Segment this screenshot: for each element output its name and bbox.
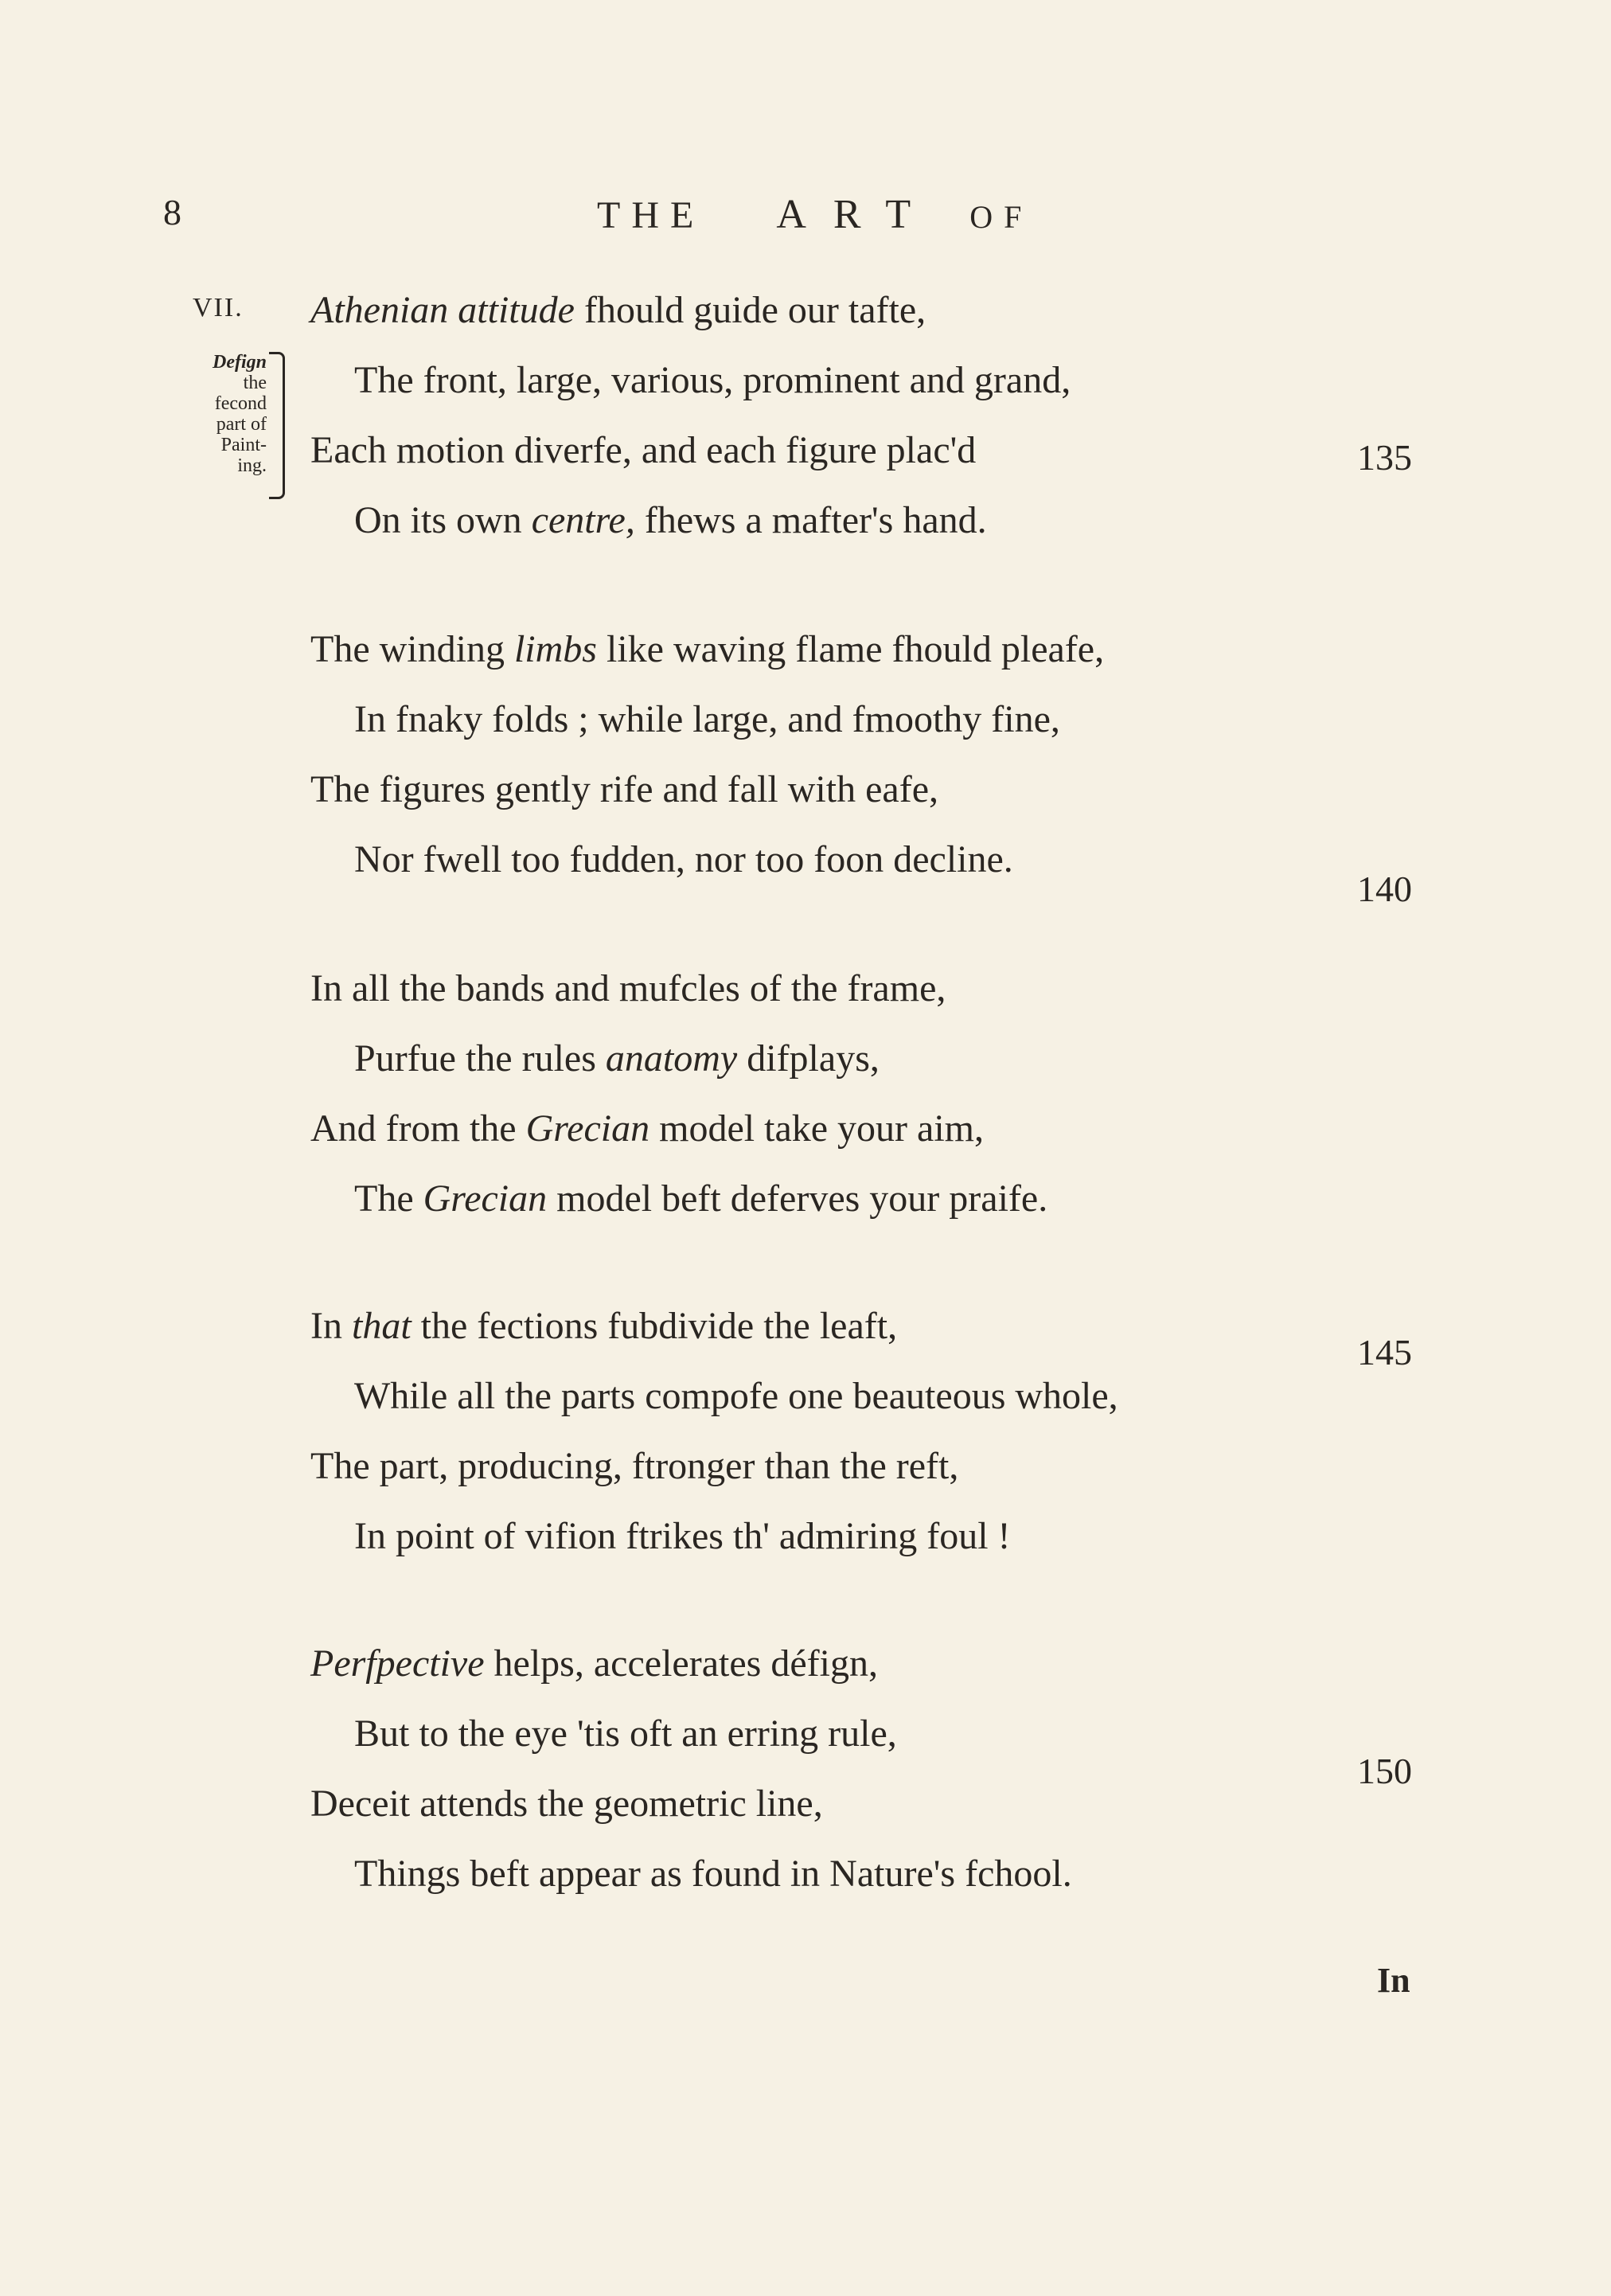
verse-text: model take your aim, — [649, 1107, 985, 1150]
verse-line — [354, 698, 1060, 740]
verse-line — [354, 1712, 897, 1755]
verse-italic-text: Grecian — [525, 1107, 650, 1150]
running-head-word-3: OF — [969, 199, 1033, 235]
verse-text: While all the parts compofe one beauteous whole, — [354, 1375, 1118, 1417]
verse-text: The front, large, various, prominent and grand, — [354, 359, 1071, 401]
verse-line — [310, 431, 976, 470]
verse-text: fhews a mafter's hand. — [634, 499, 987, 541]
verse-line — [310, 768, 938, 810]
verse-italic-text: Grecian — [423, 1177, 548, 1220]
verse-text: The figures gently rife and fall with eafe, — [310, 768, 938, 810]
running-head-word-2: ART — [776, 192, 938, 237]
running-head-word-1: THE — [597, 194, 705, 236]
verse-line — [310, 1307, 897, 1345]
side-note-line: Paint- — [220, 435, 267, 455]
verse-text: In all the bands and mufcles of the frame, — [310, 967, 946, 1009]
verse-text: In point of vifion ftrikes th' admiring foul ! — [354, 1515, 1011, 1557]
page-number: 8 — [163, 192, 181, 232]
verse-text: Nor fwell too fudden, nor too foon decline. — [354, 838, 1013, 881]
side-note — [163, 352, 267, 476]
side-note-line: Defign — [213, 352, 267, 373]
verse-text: But to the eye 'tis oft an erring rule, — [354, 1712, 897, 1755]
running-head — [597, 191, 1032, 238]
line-number-135: 135 — [1357, 437, 1412, 478]
verse-text: the fections fubdivide the leaft, — [411, 1305, 898, 1347]
verse-italic-text: limbs — [513, 628, 597, 670]
verse-text: Each motion diverfe, and each figure plac'd — [310, 429, 977, 471]
verse-text: The winding — [310, 628, 514, 670]
verse-text: like waving flame fhould pleafe, — [596, 628, 1105, 670]
line-number-140: 140 — [1357, 869, 1412, 909]
verse-text: Deceit attends the geometric line, — [310, 1783, 823, 1825]
verse-line — [354, 838, 1013, 881]
verse-italic-text: anatomy — [605, 1037, 738, 1080]
verse-line — [310, 1447, 958, 1486]
verse-line — [354, 1517, 1011, 1556]
verse-text: In — [310, 1305, 352, 1347]
verse-text: The — [354, 1177, 423, 1220]
verse-line — [310, 628, 1105, 670]
side-note-line: the — [243, 373, 267, 393]
side-note-line: part of — [216, 414, 267, 435]
side-note-line: fecond — [214, 393, 267, 414]
verse-text: Things beft appear as found in Nature's fchool. — [354, 1853, 1072, 1895]
verse-text: model beft deferves your praife. — [547, 1177, 1048, 1220]
verse-italic-text: that — [351, 1305, 412, 1347]
verse-text: And from the — [310, 1107, 526, 1150]
verse-line — [310, 1642, 878, 1685]
verse-italic-text: Perfpective — [310, 1642, 485, 1685]
verse-text: In fnaky folds ; while large, and fmoothy fine, — [354, 698, 1060, 740]
verse-text: The part, producing, ftronger than the reft, — [310, 1445, 959, 1487]
side-note-line: ing. — [237, 455, 267, 476]
verse-italic-text: Athenian attitude — [310, 289, 575, 331]
verse-line — [310, 1785, 823, 1823]
verse-italic-text: centre, — [531, 499, 635, 541]
verse-text: helps, accelerates défign, — [484, 1642, 878, 1685]
verse-line — [354, 1377, 1118, 1415]
verse-text: difplays, — [737, 1037, 880, 1080]
verse-line — [354, 361, 1071, 400]
catchword: In — [1377, 1961, 1410, 2000]
verse-line — [354, 1177, 1048, 1220]
verse-line — [310, 1107, 985, 1150]
verse-text: On its own — [354, 499, 532, 541]
verse-line — [354, 1037, 880, 1080]
verse-line — [310, 967, 946, 1009]
line-number-145: 145 — [1357, 1332, 1412, 1373]
section-numeral: VII. — [193, 293, 244, 322]
verse-text: Purfue the rules — [354, 1037, 606, 1080]
verse-line — [310, 291, 926, 330]
verse-line — [354, 1855, 1072, 1893]
verse-text: fhould guide our tafte, — [574, 289, 926, 331]
side-note-brace — [269, 352, 285, 499]
verse-line — [354, 499, 987, 541]
line-number-150: 150 — [1357, 1751, 1412, 1791]
